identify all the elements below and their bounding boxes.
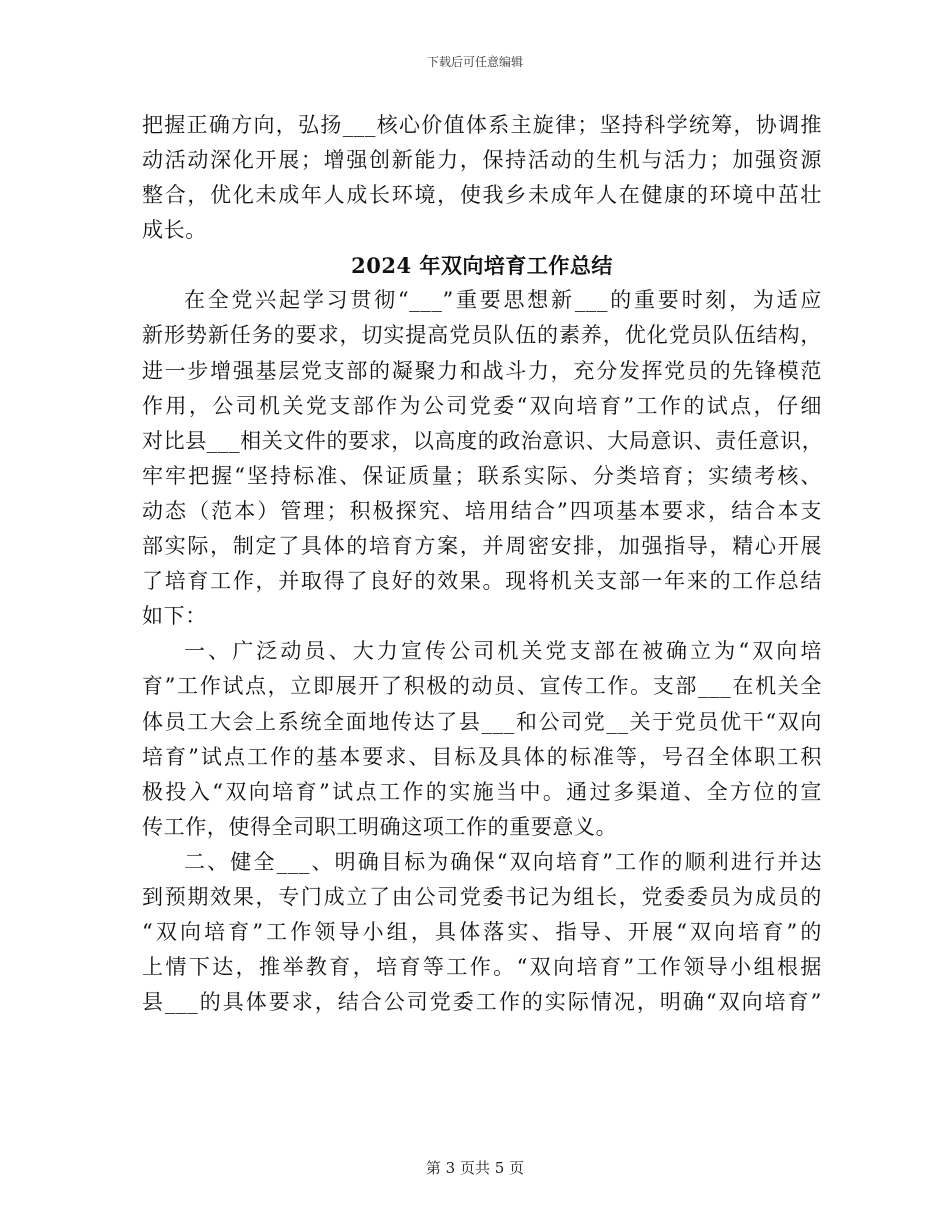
text-line: 部实际，制定了具体的培育方案，并周密安排，加强指导，精心开展 bbox=[142, 534, 822, 559]
text-line: 在全党兴起学习贯彻“___”重要思想新___的重要时刻，为适应 bbox=[184, 288, 822, 313]
text-line: 整合，优化未成年人成长环境，使我乡未成年人在健康的环境中茁壮 bbox=[142, 183, 822, 208]
text-line: 一、广泛动员、大力宣传公司机关党支部在被确立为“双向培 bbox=[184, 639, 822, 664]
text-line: 育”工作试点，立即展开了积极的动员、宣传工作。支部___在机关全 bbox=[142, 674, 822, 699]
text-line: 成长。 bbox=[142, 218, 207, 243]
text-line: 动态（范本）管理；积极探究、培用结合”四项基本要求，结合本支 bbox=[142, 498, 822, 523]
paragraph-3 bbox=[142, 845, 822, 1020]
document-title: 2024 年双向培育工作总结 bbox=[351, 253, 613, 279]
intro-paragraph bbox=[142, 108, 822, 248]
text-line: 体员工大会上系统全面地传达了县___和公司党__关于党员优干“双向 bbox=[142, 709, 822, 734]
document-body bbox=[142, 108, 822, 1020]
paragraph-1 bbox=[142, 283, 822, 634]
page-header: 下载后可任意编辑 bbox=[426, 55, 523, 69]
text-line: 进一步增强基层党支部的凝聚力和战斗力，充分发挥党员的先锋模范 bbox=[142, 358, 822, 383]
text-line: “双向培育”工作领导小组，具体落实、指导、开展“双向培育”的 bbox=[142, 920, 822, 945]
text-line: 到预期效果，专门成立了由公司党委书记为组长，党委委员为成员的 bbox=[142, 884, 822, 909]
page-footer: 第 3 页共 5 页 bbox=[425, 1159, 525, 1177]
text-line: 了培育工作，并取得了良好的效果。现将机关支部一年来的工作总结 bbox=[142, 569, 822, 594]
text-line: 上情下达，推举教育，培育等工作。“双向培育”工作领导小组根据 bbox=[142, 955, 822, 980]
text-line: 动活动深化开展；增强创新能力，保持活动的生机与活力；加强资源 bbox=[142, 148, 822, 173]
text-line: 培育”试点工作的基本要求、目标及具体的标准等，号召全体职工积 bbox=[142, 744, 822, 769]
text-line: 县___的具体要求，结合公司党委工作的实际情况，明确“双向培育” bbox=[142, 990, 822, 1015]
text-line: 作用，公司机关党支部作为公司党委“双向培育”工作的试点，仔细 bbox=[142, 393, 822, 418]
text-line: 极投入“双向培育”试点工作的实施当中。通过多渠道、全方位的宣 bbox=[142, 779, 822, 804]
text-line: 新形势新任务的要求，切实提高党员队伍的素养，优化党员队伍结构， bbox=[142, 323, 822, 348]
text-line: 牢牢把握“坚持标准、保证质量；联系实际、分类培育；实绩考核、 bbox=[142, 463, 822, 488]
text-line: 对比县___相关文件的要求，以高度的政治意识、大局意识、责任意识， bbox=[142, 428, 824, 453]
text-line: 把握正确方向，弘扬___核心价值体系主旋律；坚持科学统筹，协调推 bbox=[142, 113, 822, 137]
text-line: 如下： bbox=[142, 604, 207, 629]
text-line: 传工作，使得全司职工明确这项工作的重要意义。 bbox=[142, 814, 618, 839]
paragraph-2 bbox=[142, 634, 822, 845]
text-line: 二、健全___、明确目标为确保“双向培育”工作的顺利进行并达 bbox=[184, 849, 822, 874]
